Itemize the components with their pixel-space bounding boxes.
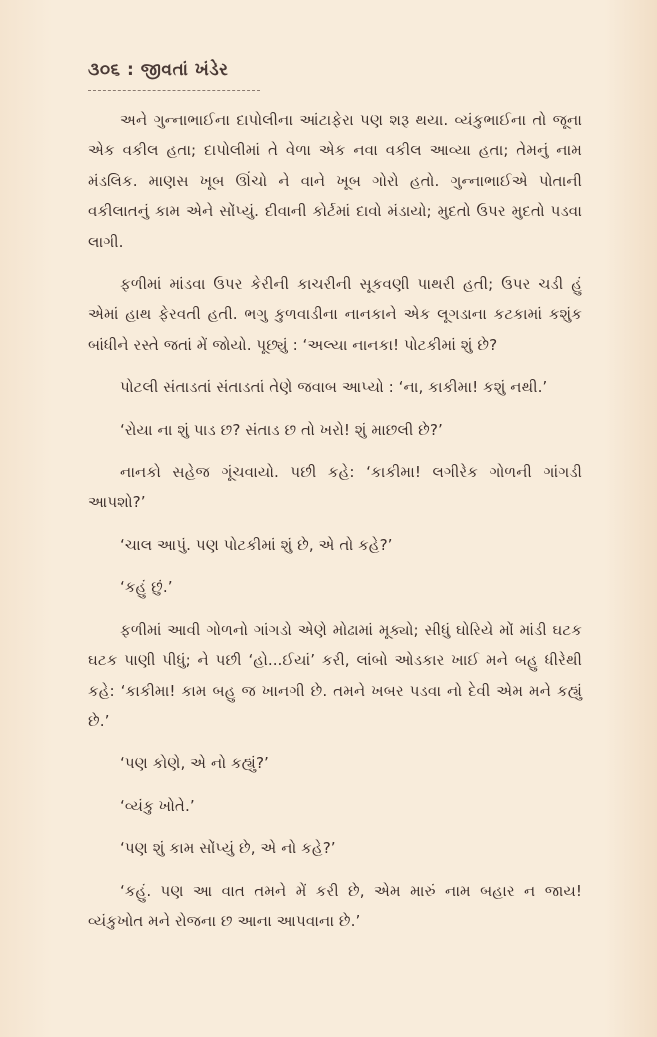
paragraph-6: ફળીમાં આવી ગોળનો ગાંગડો એણે મોઢામાં મૂક્યો; સીધું ઘોરિયે મોં માંડી ઘટક ઘટક પાણી પીધું; ને પછી ‘હો...ઈયાં’ કરી, લાંબો ઓડકાર ખાઈ મને બહુ ધીરેથી કહે: ‘કાકીમા! કામ બહુ જ ખાનગી છે. તમને ખબર પડવા નો દેવી એમ મને કહ્યું છે.’ — [88, 620, 582, 730]
page-body — [88, 105, 582, 936]
page-number: ૩૦૬ — [88, 60, 121, 80]
header-underline — [88, 86, 260, 91]
dialogue-line-3: ‘પણ કોણે, એ નો કહ્યું?’ — [120, 754, 269, 773]
paragraph-5: નાનકો સહેજ ગૂંચવાયો. પછી કહે: ‘કાકીમા! લગીરેક ગોળની ગાંગડી આપશો?’ — [88, 463, 582, 512]
running-header — [88, 60, 228, 80]
paragraph-3: પોટલી સંતાડતાં સંતાડતાં તેણે જવાબ આપ્યો : ‘ના, કાકીમા! કશું નથી.’ — [120, 378, 548, 397]
paragraph-2: ફળીમાં માંડવા ઉપર કેરીની કાચરીની સૂકવણી પાથરી હતી; ઉપર ચડી હું એમાં હાથ ફેરવતી હતી. ભગુ કુળવાડીના નાનકાને એક લૂગડાના કટકામાં કશુંક બાંધીને રસ્તે જતાં મેં જોયો. પૂછ્યું : ‘અલ્યા નાનકા! પોટકીમાં શું છે? — [88, 275, 582, 354]
dialogue-line-5: ‘પણ શું કામ સોંપ્યું છે, એ નો કહે?’ — [120, 839, 336, 858]
dialogue-line-1: ‘ચાલ આપું. પણ પોટકીમાં શું છે, એ તો કહે?’ — [120, 535, 393, 554]
header-separator: : — [127, 60, 135, 80]
dialogue-line-4: ‘વ્યંકુ ખોતે.’ — [120, 796, 195, 815]
dialogue-line-2: ‘કહું છું.’ — [120, 578, 173, 597]
book-title: જીવતાં ખંડેર — [140, 60, 229, 80]
paragraph-7: ‘કહું. પણ આ વાત તમને મેં કરી છે, એમ મારું નામ બહાર ન જાય! વ્યંકુખોત મને રોજના છ આના આપવાના છે.’ — [88, 881, 582, 930]
paragraph-1: અને ગુન્નાભાઈના દાપોલીના આંટાફેરા પણ શરૂ થયા. વ્યંકુભાઈના તો જૂના એક વકીલ હતા; દાપોલીમાં તે વેળા એક નવા વકીલ આવ્યા હતા; તેમનું નામ મંડલિક. માણસ ખૂબ ઊંચો ને વાને ખૂબ ગોરો હતો. ગુન્નાભાઈએ પોતાની વકીલાતનું કામ એને સોંપ્યું. દીવાની કોર્ટમાં દાવો મંડાયો; મુદતો ઉપર મુદતો પડવા લાગી. — [88, 111, 582, 251]
paragraph-4: ‘રોયા ના શું પાડ છ? સંતાડ છ તો ખરો! શું માછલી છે?’ — [120, 420, 443, 439]
